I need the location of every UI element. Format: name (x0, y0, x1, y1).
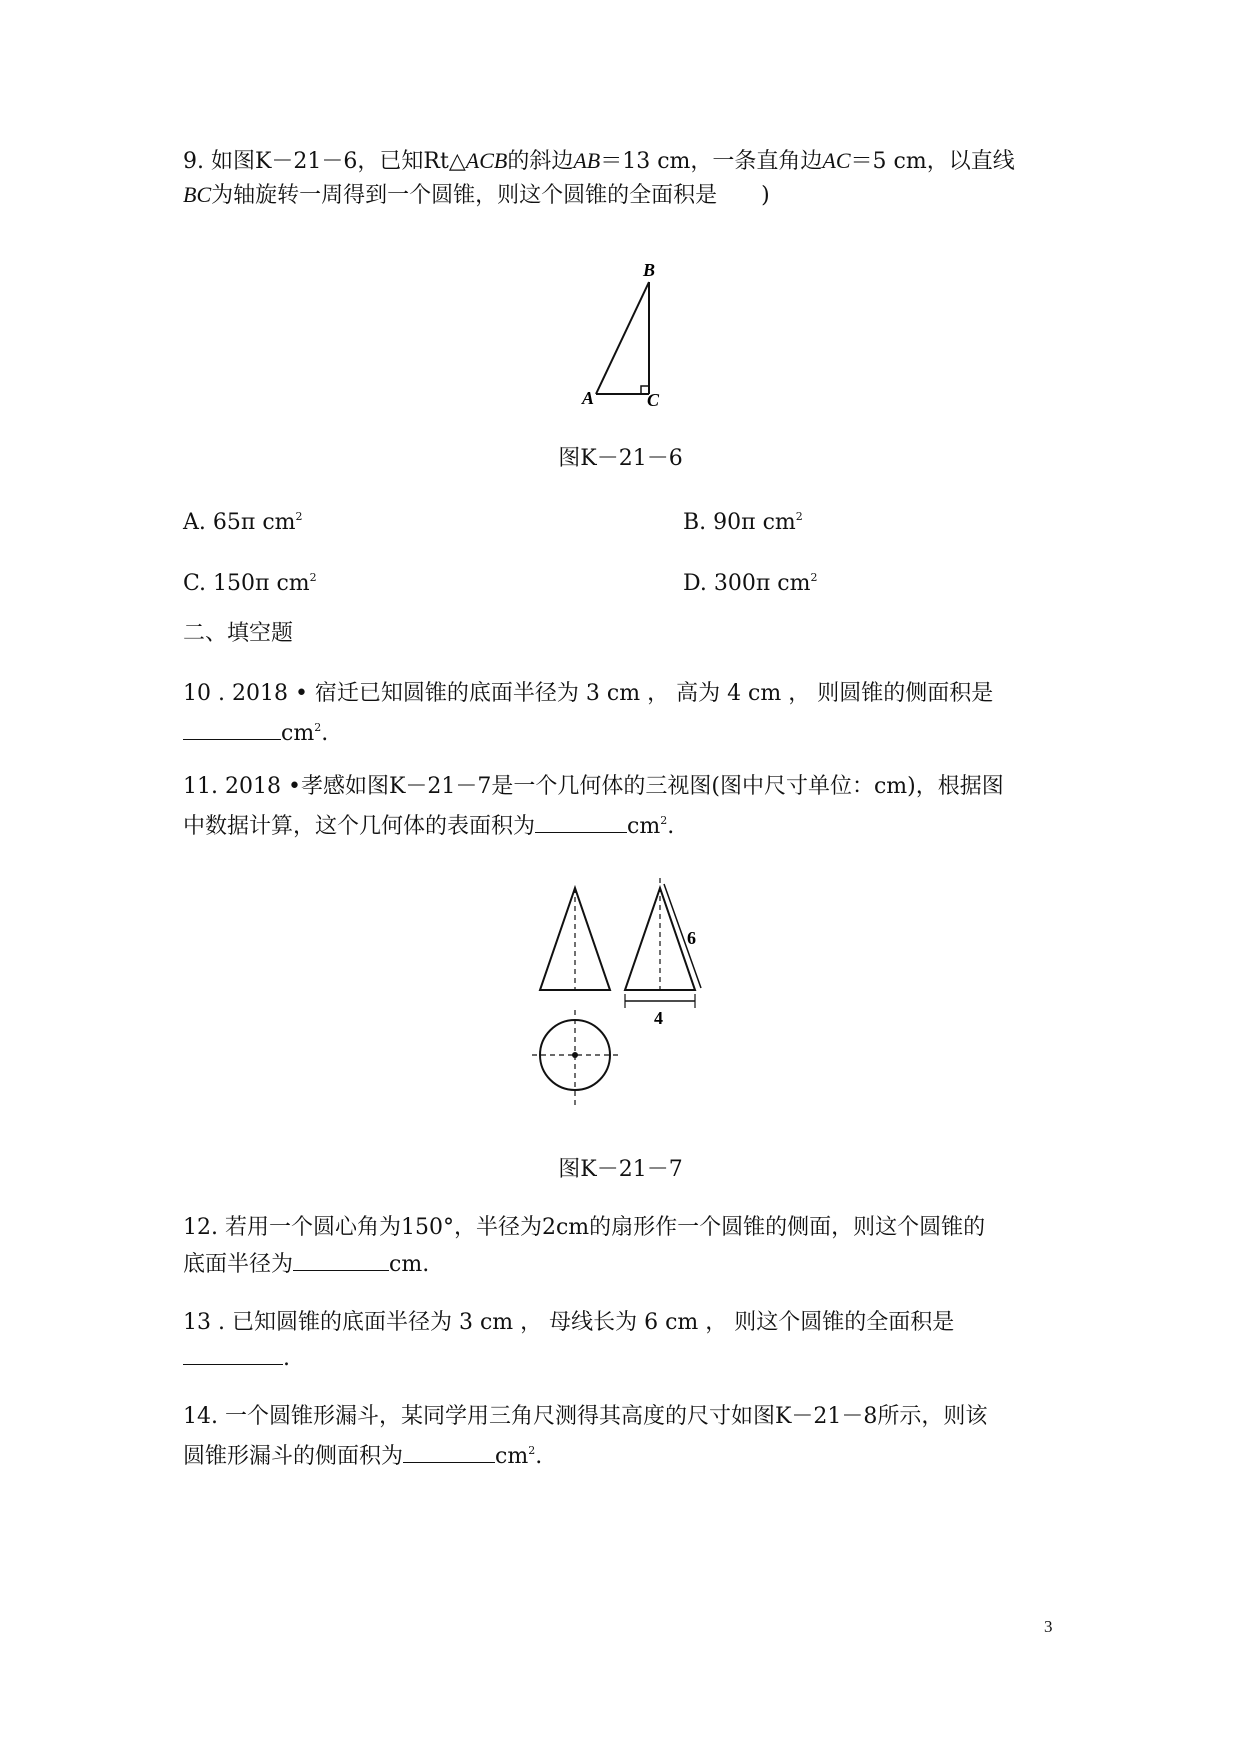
top-view (532, 1010, 618, 1106)
q11-unit: cm (627, 814, 661, 839)
figure-caption-k21-7: 图K－21－7 (558, 1157, 683, 1182)
side-view (625, 878, 701, 1028)
q9-ab: AB (573, 148, 601, 173)
q12-end: . (422, 1252, 430, 1277)
q14-sup: 2 (528, 1444, 536, 1457)
figure-k21-6 (570, 258, 680, 408)
option-c (183, 563, 317, 599)
figure-k21-7 (520, 872, 740, 1112)
answer-blank[interactable] (183, 1342, 283, 1365)
label-a: A (582, 388, 595, 408)
answer-blank[interactable] (183, 717, 281, 740)
q9-ac: AC (822, 148, 851, 173)
option-a (183, 502, 303, 538)
option-c-sup: 2 (309, 571, 317, 584)
q9-line-2 (183, 180, 770, 211)
side-ab (596, 282, 649, 394)
q10-unit: cm (281, 721, 315, 746)
q12-text: 底面半径为 (183, 1252, 294, 1277)
q10-line-1: 10 . 2018 • 宿迁已知圆锥的底面半径为 3 cm ， 高为 4 cm ， 则圆锥的侧面积是 (183, 681, 994, 706)
q11-line-2 (183, 806, 674, 842)
option-b-text: B. 90π cm (683, 510, 796, 535)
option-c-text: C. 150π cm (183, 571, 310, 596)
option-d-sup: 2 (810, 571, 818, 584)
label-c: C (647, 390, 660, 408)
section-heading: 二、填空题 (183, 621, 294, 646)
label-six: 6 (687, 928, 696, 948)
q14-line-1: 14. 一个圆锥形漏斗，某同学用三角尺测得其高度的尺寸如图K－21－8所示，则该 (183, 1404, 988, 1429)
option-d-text: D. 300π cm (683, 571, 811, 596)
front-view (540, 888, 610, 990)
q9-text: 9. 如图K－21－6，已知Rt△ (183, 149, 466, 174)
q10-end: . (321, 721, 329, 746)
answer-blank[interactable] (535, 810, 627, 833)
q11-sup: 2 (660, 814, 668, 827)
q9-text: ＝5 cm，以直线 (850, 149, 1015, 174)
label-b: B (643, 260, 656, 280)
q9-acb: ACB (465, 148, 508, 173)
q12-line-1: 12. 若用一个圆心角为150°，半径为2cm的扇形作一个圆锥的侧面，则这个圆锥的 (183, 1215, 986, 1240)
option-a-sup: 2 (295, 510, 303, 523)
q9-text: ＝13 cm，一条直角边 (600, 149, 823, 174)
q12-line-2 (183, 1248, 429, 1280)
answer-blank[interactable] (293, 1248, 389, 1271)
q13-end: . (283, 1346, 290, 1371)
q14-unit: cm (495, 1444, 529, 1469)
q11-text: 中数据计算，这个几何体的表面积为 (183, 814, 536, 839)
q12-unit: cm (389, 1252, 423, 1277)
page-number: 3 (1044, 1617, 1053, 1636)
q10-sup: 2 (314, 721, 322, 734)
q11-line-1: 11. 2018 •孝感如图K－21－7是一个几何体的三视图(图中尺寸单位：cm)，根据图 (183, 774, 1004, 799)
q14-text: 圆锥形漏斗的侧面积为 (183, 1444, 404, 1469)
q13-line-2 (183, 1342, 290, 1374)
option-a-text: A. 65π cm (183, 510, 296, 535)
option-b-sup: 2 (795, 510, 803, 523)
q11-end: . (667, 814, 675, 839)
label-four: 4 (654, 1008, 663, 1028)
figure-caption-k21-6: 图K－21－6 (558, 446, 683, 471)
q9-text: 的斜边 (507, 149, 574, 174)
q10-line-2 (183, 713, 328, 749)
option-b (683, 502, 803, 538)
q9-text: 为轴旋转一周得到一个圆锥，则这个圆锥的全面积是 ) (211, 183, 770, 208)
q9-line-1 (183, 146, 1015, 177)
answer-blank[interactable] (403, 1440, 495, 1463)
option-d (683, 563, 817, 599)
q14-end: . (535, 1444, 543, 1469)
q13-line-1: 13 . 已知圆锥的底面半径为 3 cm ， 母线长为 6 cm ， 则这个圆锥的全面积是 (183, 1310, 955, 1335)
q14-line-2 (183, 1436, 542, 1472)
q9-bc: BC (183, 182, 212, 207)
